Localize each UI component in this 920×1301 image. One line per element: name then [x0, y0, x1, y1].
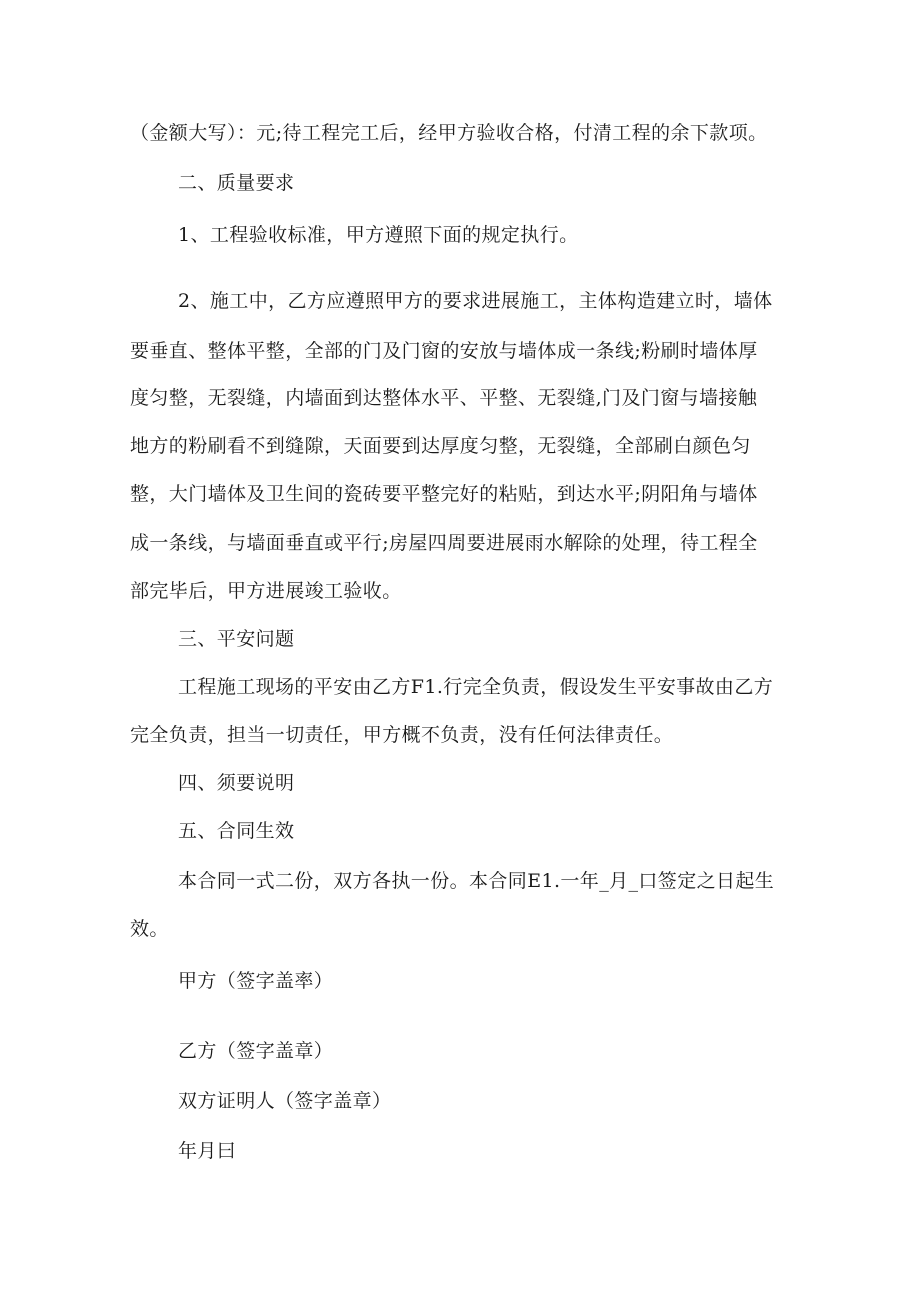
payment-clause-line: （金额大写）：元;待工程完工后，经甲方验收合格，付清工程的余下款项。: [130, 122, 768, 144]
quality-item-2-line-7: 部完毕后，甲方进展竣工验收。: [130, 580, 402, 602]
section-quality-heading: 二、质量要求: [178, 172, 295, 194]
party-b-signature-line: 乙方（签字盖章）: [178, 1040, 334, 1062]
quality-item-2-line-3: 度匀整，无裂缝，内墙面到达整体水平、平整、无裂缝,门及门窗与墙接触: [130, 387, 758, 409]
party-a-signature-line: 甲方（签字盖率）: [178, 970, 334, 992]
quality-item-2-line-1: 2、施工中，乙方应遵照甲方的要求进展施工，主体构造建立时，墙体: [178, 290, 773, 312]
witness-signature-line: 双方证明人（签字盖章）: [178, 1090, 392, 1112]
quality-item-2-line-2: 要垂直、整体平整，全部的门及门窗的安放与墙体成一条线;粉刷时墙体厚: [130, 340, 758, 362]
effect-paragraph-line-2: 效。: [130, 918, 169, 940]
quality-item-2-line-5: 整，大门墙体及卫生间的瓷砖要平整完好的粘贴，到达水平;阴阳角与墙体: [130, 483, 758, 505]
section-safety-heading: 三、平安问题: [178, 628, 295, 650]
safety-paragraph-line-1: 工程施工现场的平安由乙方F1.行完全负责，假设发生平安事故由乙方: [178, 676, 774, 698]
safety-paragraph-line-2: 完全负责，担当一切责任，甲方概不负责，没有任何法律责任。: [130, 724, 674, 746]
quality-item-2-line-6: 成一条线，与墙面垂直或平行;房屋四周要进展雨水解除的处理，待工程全: [130, 532, 758, 554]
effect-paragraph-line-1: 本合同一式二份，双方各执一份。本合同E1.一年_月_口签定之日起生: [178, 870, 775, 892]
quality-item-2-line-4: 地方的粉刷看不到缝隙，天面要到达厚度匀整，无裂缝，全部刷白颜色匀: [130, 435, 751, 457]
date-line: 年月曰: [178, 1140, 237, 1162]
section-effect-heading: 五、合同生效: [178, 820, 295, 842]
section-notes-heading: 四、须要说明: [178, 772, 295, 794]
quality-item-1: 1、工程验收标准，甲方遵照下面的规定执行。: [178, 224, 579, 246]
